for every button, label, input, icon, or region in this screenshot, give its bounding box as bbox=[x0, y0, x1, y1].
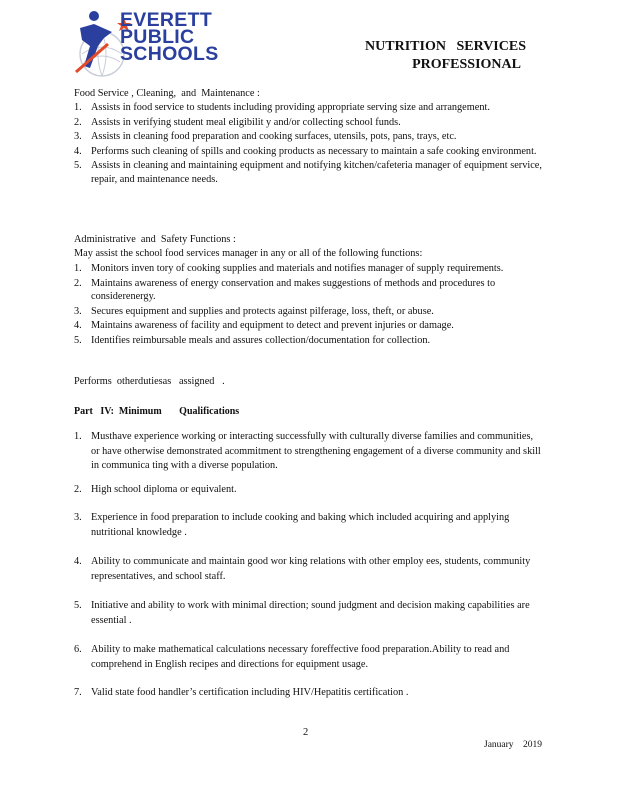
item-text: Experience in food preparation to include cooking and baking which included acquiring and applying nutritional knowledge . bbox=[91, 512, 510, 538]
item-text: Secures equipment and supplies and protects against pilferage, loss, theft, or abuse. bbox=[91, 305, 434, 317]
admin-intro: May assist the school food services manager in any or all of the following functions: bbox=[74, 248, 423, 259]
item-text: Initiative and ability to work with minimal direction; sound judgment and decision making capabilities are essential . bbox=[91, 600, 530, 626]
qualification-item bbox=[74, 643, 544, 672]
logo-line-schools: SCHOOLS bbox=[120, 43, 219, 65]
title-line-2: PROFESSIONAL bbox=[412, 57, 521, 72]
item-text: Assists in cleaning and maintaining equipment and notifying kitchen/cafeteria manager of equipment service, repair, and maintenance needs. bbox=[91, 160, 542, 185]
item-text: Maintains awareness of energy conservation and makes suggestions of methods and procedures to considerenergy. bbox=[91, 277, 496, 303]
item-text: Ability to make mathematical calculations necessary foreffective food preparation.Ability to read and comprehend in English recipes and directions for equipment usage. bbox=[91, 644, 510, 670]
list-item bbox=[74, 305, 544, 319]
item-text: Ability to communicate and maintain good wor king relations with other employ ees, students, community representatives, and school staff. bbox=[91, 556, 531, 582]
item-number: 4. bbox=[74, 556, 82, 567]
logo-line-public: PUBLIC bbox=[120, 26, 195, 48]
item-number: 3. bbox=[74, 131, 82, 143]
qualification-item bbox=[74, 555, 544, 584]
qualification-item bbox=[74, 599, 544, 628]
part-iv-heading: Part IV: Minimum Qualifications bbox=[74, 406, 240, 417]
list-item bbox=[74, 159, 544, 186]
qualification-item bbox=[74, 686, 544, 701]
item-number: 3. bbox=[74, 305, 82, 317]
item-number: 5. bbox=[74, 600, 82, 611]
logo-line-everett: EVERETT bbox=[120, 9, 213, 31]
qualification-item bbox=[74, 511, 544, 540]
page-number: 2 bbox=[303, 727, 309, 738]
item-number: 2. bbox=[74, 277, 82, 289]
item-text: Performs such cleaning of spills and cooking products as necessary to maintain a safe cooking environment. bbox=[91, 145, 537, 157]
list-item bbox=[74, 116, 544, 130]
revision-date: January 2019 bbox=[484, 740, 543, 750]
list-item bbox=[74, 277, 544, 304]
list-item bbox=[74, 319, 544, 333]
list-item bbox=[74, 101, 544, 115]
item-text: Musthave experience working or interacting successfully with culturally diverse families and communities, or have otherwise demonstrated acommitment to strengthening engagement of a diverse community and skill in communica ting with a diverse population. bbox=[91, 431, 541, 471]
item-text: Monitors inven tory of cooking supplies and materials and notifies manager of supply requirements. bbox=[91, 263, 504, 274]
qualification-item bbox=[74, 483, 544, 498]
admin-safety-list bbox=[74, 262, 544, 348]
food-service-list bbox=[74, 101, 544, 187]
admin-safety-heading: Administrative and Safety Functions : bbox=[74, 234, 236, 245]
item-text: Identifies reimbursable meals and assures collection/documentation for collection. bbox=[91, 334, 431, 346]
item-text: Assists in cleaning food preparation and cooking surfaces, utensils, pots, pans, trays, etc. bbox=[91, 131, 457, 143]
item-number: 1. bbox=[74, 431, 82, 442]
item-number: 1. bbox=[74, 263, 82, 274]
item-number: 6. bbox=[74, 644, 82, 655]
list-item bbox=[74, 130, 544, 144]
item-number: 4. bbox=[74, 145, 82, 157]
logo-text bbox=[120, 9, 219, 65]
qualification-item bbox=[74, 430, 544, 474]
item-number: 3. bbox=[74, 512, 82, 523]
list-item bbox=[74, 334, 544, 348]
list-item bbox=[74, 262, 544, 276]
other-duties-text: Performs otherdutiesas assigned . bbox=[74, 376, 225, 387]
item-text: Assists in food service to students including providing appropriate serving size and arrangement. bbox=[91, 102, 490, 113]
document-title bbox=[365, 38, 526, 74]
item-text: High school diploma or equivalent. bbox=[91, 484, 237, 495]
item-number: 5. bbox=[74, 160, 82, 172]
item-number: 4. bbox=[74, 320, 82, 332]
item-number: 2. bbox=[74, 484, 82, 495]
food-service-heading: Food Service , Cleaning, and Maintenance : bbox=[74, 88, 260, 99]
item-number: 1. bbox=[74, 102, 82, 113]
item-number: 7. bbox=[74, 687, 82, 698]
list-item bbox=[74, 145, 544, 159]
item-text: Valid state food handler’s certification including HIV/Hepatitis certification . bbox=[91, 687, 409, 698]
item-number: 2. bbox=[74, 116, 82, 128]
item-text: Assists in verifying student meal eligibilit y and/or collecting school funds. bbox=[91, 116, 401, 128]
title-line-1: NUTRITION SERVICES bbox=[365, 39, 526, 54]
item-text: Maintains awareness of facility and equipment to detect and prevent injuries or damage. bbox=[91, 320, 454, 332]
item-number: 5. bbox=[74, 334, 82, 346]
